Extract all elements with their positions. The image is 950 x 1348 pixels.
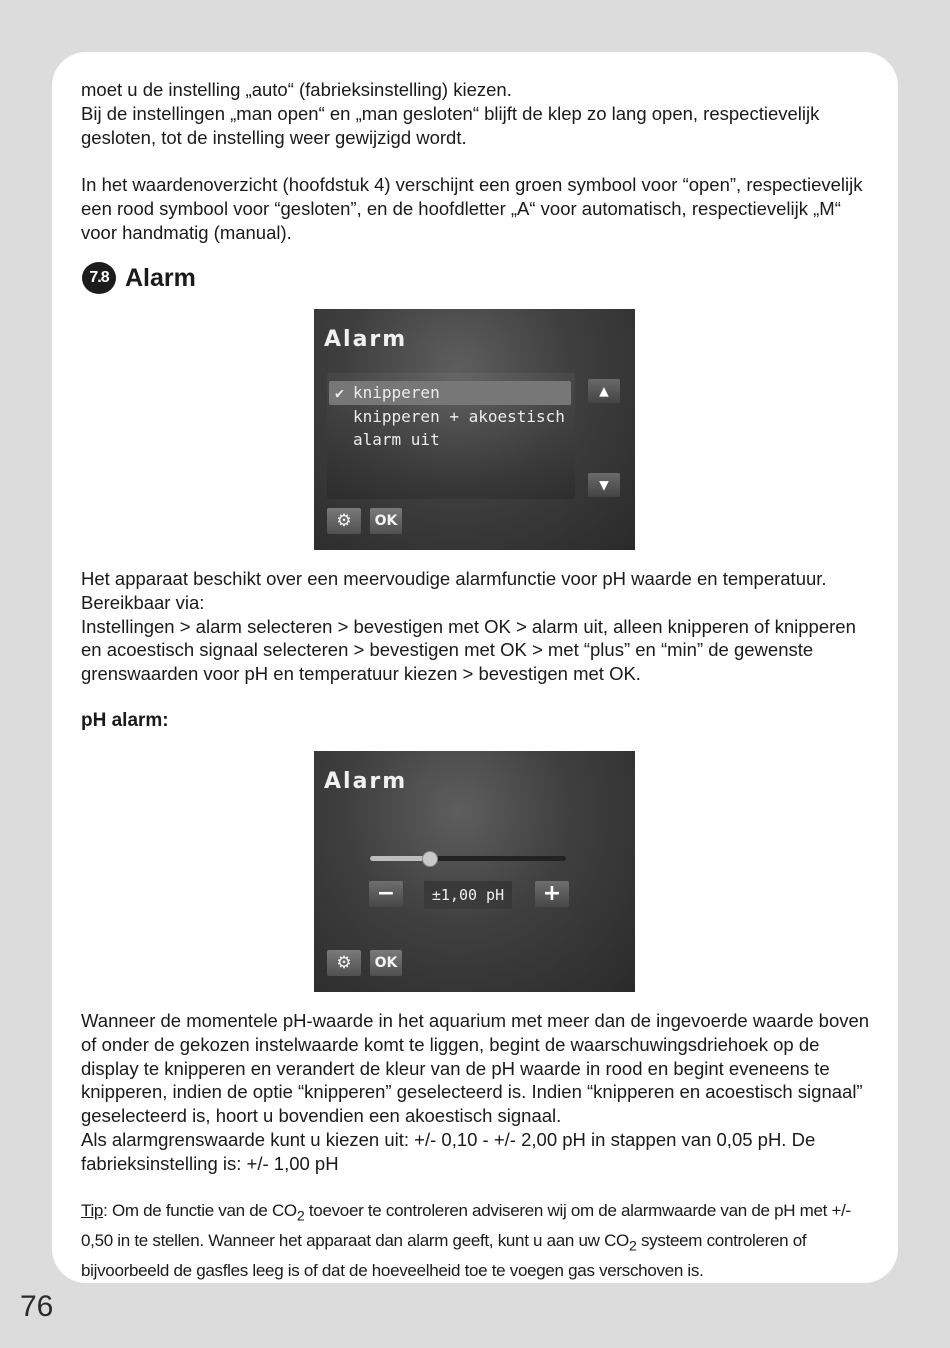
tip-text-c: systeem controleren of bijvoorbeeld de gasfles leeg is of dat de hoeveelheid toe te voegen gas verschoven is. bbox=[81, 1230, 807, 1280]
down-arrow-icon: ▼ bbox=[599, 475, 609, 494]
check-icon: ✔ bbox=[335, 384, 345, 402]
option-knipperen[interactable] bbox=[329, 381, 571, 405]
option-label: knipperen bbox=[353, 383, 440, 402]
tip-text-b: toevoer te controleren adviseren wij om de alarmwaarde van de pH met +/- 0,50 in te stellen. Wanneer het apparaat dan alarm geeft, kunt u aan uw CO bbox=[81, 1201, 851, 1250]
scroll-up-button[interactable] bbox=[588, 379, 620, 403]
intro-line-1: moet u de instelling „auto“ (fabrieksinstelling) kiezen. bbox=[81, 79, 512, 100]
ph-alarm-paragraph: Wanneer de momentele pH-waarde in het aquarium met meer dan de ingevoerde waarde boven of onder de gekozen instelwaarde komt te liggen, begint de waarschuwingsdriehoek op de display te knipperen en verandert de kleur van de pH waarde in rood en begint eveneens te knipperen, indien de optie “knipperen” geselecteerd is. Indien “knipperen en acoestisch signaal” geselecteerd is, hoort u bovendien een akoestisch signaal. bbox=[81, 1010, 870, 1127]
ok-button[interactable]: OK bbox=[370, 950, 402, 976]
gear-icon: ⚙ bbox=[336, 953, 352, 973]
screen-title: Alarm bbox=[324, 769, 408, 794]
option-label: knipperen + akoestisch bbox=[353, 407, 565, 426]
minus-button[interactable]: − bbox=[369, 881, 403, 907]
section-title: Alarm bbox=[125, 263, 196, 292]
alarm-description-line-1: Het apparaat beschikt over een meervoudige alarmfunctie voor pH waarde en temperatuur. bbox=[81, 568, 827, 589]
intro-line-2: Bij de instellingen „man open“ en „man gesloten“ blijft de klep zo lang open, respectievelijk gesloten, tot de instelling weer gewijzigd wordt. bbox=[81, 102, 820, 148]
ph-alarm-description bbox=[81, 1009, 871, 1176]
overview-paragraph: In het waardenoverzicht (hoofdstuk 4) verschijnt een groen symbool voor “open”, respectievelijk een rood symbool voor “gesloten”, en de hoofdletter „A“ voor automatisch, respectievelijk „M“ voor handmatig (manual). bbox=[81, 174, 863, 243]
slider-fill bbox=[370, 856, 429, 861]
ok-button[interactable]: OK bbox=[370, 508, 402, 534]
co2-subscript: 2 bbox=[628, 1238, 637, 1255]
alarm-options-list bbox=[327, 373, 575, 499]
alarm-description-line-3: Instellingen > alarm selecteren > bevestigen met OK > alarm uit, alleen knipperen of knipperen en acoestisch signaal selecteren > bevestigen met OK > met “plus” en “min” de gewenste grenswaarden voor pH en temperatuur kiezen > bevestigen met OK. bbox=[81, 615, 856, 685]
alarm-mode-screenshot bbox=[314, 309, 635, 550]
gear-icon: ⚙ bbox=[336, 511, 352, 531]
scroll-down-button[interactable] bbox=[588, 473, 620, 497]
page-number: 76 bbox=[20, 1290, 54, 1323]
tip-text-a: : Om de functie van de CO bbox=[103, 1201, 297, 1220]
tip-label: Tip bbox=[81, 1201, 104, 1220]
tip-note bbox=[81, 1199, 881, 1283]
alarm-description-line-2: Bereikbaar via: bbox=[81, 591, 205, 613]
settings-button[interactable] bbox=[327, 950, 361, 976]
co2-subscript: 2 bbox=[296, 1208, 305, 1225]
alarm-description bbox=[81, 567, 871, 686]
screen-title: Alarm bbox=[324, 327, 408, 352]
option-label: alarm uit bbox=[353, 430, 440, 449]
option-alarm-uit[interactable] bbox=[329, 428, 440, 452]
up-arrow-icon: ▲ bbox=[599, 381, 609, 400]
ph-alarm-heading: pH alarm: bbox=[81, 710, 169, 731]
plus-button[interactable]: + bbox=[535, 881, 569, 907]
threshold-value: ±1,00 pH bbox=[424, 881, 512, 909]
settings-button[interactable] bbox=[327, 508, 361, 534]
overview-text bbox=[81, 173, 871, 244]
intro-text bbox=[81, 78, 871, 149]
threshold-slider[interactable] bbox=[370, 856, 566, 861]
section-number-badge: 7.8 bbox=[82, 262, 116, 294]
option-knipperen-akoestisch[interactable] bbox=[329, 405, 565, 429]
slider-handle[interactable] bbox=[422, 851, 438, 867]
section-heading bbox=[82, 262, 196, 294]
ph-alarm-range: Als alarmgrenswaarde kunt u kiezen uit: +/- 0,10 - +/- 2,00 pH in stappen van 0,05 pH. De fabrieksinstelling is: +/- 1,00 pH bbox=[81, 1128, 816, 1174]
ph-alarm-screenshot bbox=[314, 751, 635, 992]
